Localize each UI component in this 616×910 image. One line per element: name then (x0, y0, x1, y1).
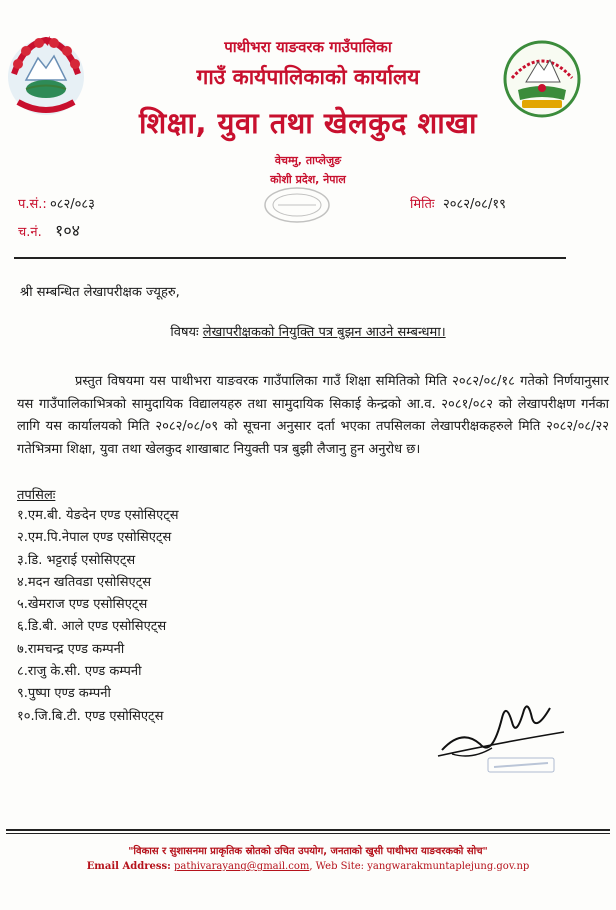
footer-motto: "विकास र सुशासनमा प्राकृतिक स्रोतको उचित उपयोग, जनताको खुसी पाथीभरा याङवरकको सोच" (128, 846, 488, 857)
subject-text: लेखापरीक्षकको नियुक्ति पत्र बुझन आउने सम्बन्धमा। (202, 325, 446, 340)
reference-number: ०८२/०८३ (50, 197, 95, 212)
list-item: १.एम.बी. येङदेन एण्ड एसोसिएट्स (17, 508, 179, 523)
header-divider (14, 257, 566, 259)
municipality-name: पाथीभरा याङवरक गाउँपालिका (224, 38, 392, 56)
subject-line (0, 322, 616, 340)
subject-label: विषयः (170, 325, 199, 340)
footer-contact (0, 861, 616, 872)
list-item: ८.राजु के.सी. एण्ड कम्पनी (17, 664, 142, 680)
footer-divider (6, 829, 610, 831)
date-label: मितिः (410, 197, 435, 212)
list-item: ९.पुष्पा एण्ड कम्पनी (17, 686, 111, 702)
list-item: १०.जि.बि.टी. एण्ड एसोसिएट्स (17, 708, 164, 724)
date-value: २०८२/०८/१९ (443, 197, 506, 212)
letter-body-text: प्रस्तुत विषयमा यस पाथीभरा याङवरक गाउँपालिका गाउँ शिक्षा समितिको मिति २०८२/०८/१८ गतेको निर्णयानुसार यस गाउँपालिकाभित्रको सामुदायिक विद्यालयहरु तथा सामुदायिक सिकाई केन्द्रको आ.व. २०८१/०८२ को लेखापरीक्षण गर्नका लागि यस कार्यालयको मिति २०८२/०८/०९ को सूचना अनुसार दर्ता भएका तपसिलका लेखापरीक्षकहरुले मिति २०८२/०८/२२ गतेभित्रमा शिक्षा, युवा तथा खेलकुद शाखाबाट नियुक्ती पत्र बुझी लैजानु हुन अनुरोध छ। (17, 374, 609, 457)
website-link[interactable]: yangwarakmuntaplejung.gov.np (367, 861, 530, 872)
email-link[interactable]: pathivarayang@gmail.com (173, 861, 310, 872)
reference-label: प.सं.: (18, 197, 47, 212)
signature (432, 688, 572, 778)
auditor-list (17, 505, 179, 728)
list-item: ५.खेमराज एण्ड एसोसिएट्स (17, 597, 148, 613)
list-item: २.एम.पि.नेपाल एण्ड एसोसिएट्स (17, 530, 172, 546)
dispatch-number: १०४ (55, 221, 80, 240)
address-line-2: कोशी प्रदेश, नेपाल (270, 173, 346, 186)
dispatch-label: च.नं. (18, 225, 42, 240)
address-line-1: वेचम्मु, ताप्लेजुङ (274, 154, 342, 167)
email-label: Email Address: (86, 861, 171, 872)
office-stamp (262, 185, 332, 225)
list-item: ६.डि.बी. आले एण्ड एसोसिएट्स (17, 619, 167, 635)
letter-body (17, 371, 609, 461)
office-name: गाउँ कार्यपालिकाको कार्यालय (196, 65, 420, 89)
branch-name: शिक्षा, युवा तथा खेलकुद शाखा (139, 106, 477, 140)
list-title: तपसिलः (17, 488, 56, 503)
list-item: ४.मदन खतिवडा एसोसिएट्स (17, 574, 152, 590)
list-item: ३.डि. भट्टराई एसोसिएट्स (17, 552, 136, 568)
list-item: ७.रामचन्द्र एण्ड कम्पनी (17, 641, 125, 657)
website-label: , Web Site: (309, 861, 365, 872)
footer-divider-thin (6, 833, 610, 834)
salutation: श्री सम्बन्धित लेखापरीक्षक ज्यूहरु, (20, 285, 180, 300)
